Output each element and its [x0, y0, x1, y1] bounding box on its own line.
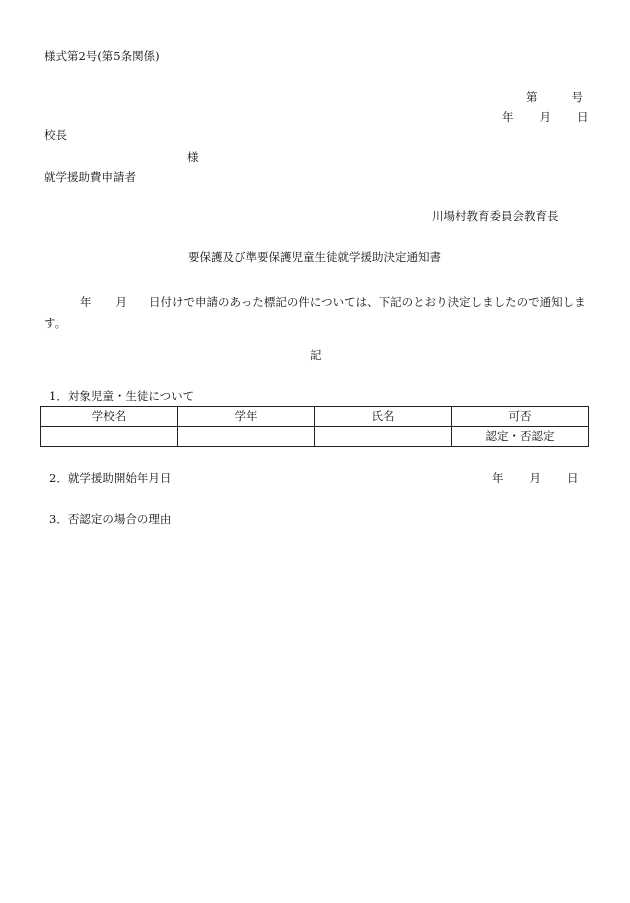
cell-school-name [41, 427, 178, 447]
document-number [526, 92, 583, 104]
date-year: 年 [502, 110, 514, 124]
number-suffix: 号 [571, 90, 583, 104]
table-header-row [41, 407, 589, 427]
cell-name [315, 427, 452, 447]
target-student-table [40, 406, 589, 447]
date-month: 月 [539, 110, 551, 124]
header-grade: 学年 [178, 407, 315, 427]
recipient-applicant: 就学援助費申請者 [44, 170, 136, 184]
section1-heading: 1．対象児童・生徒について [49, 389, 195, 403]
start-day: 日 [567, 471, 579, 485]
document-date [502, 112, 589, 124]
ki-heading: 記 [310, 348, 322, 362]
document-title: 要保護及び準要保護児童生徒就学援助決定通知書 [188, 250, 441, 264]
table-row [41, 427, 589, 447]
header-name: 氏名 [315, 407, 452, 427]
date-day: 日 [577, 110, 589, 124]
body-sentence: 日付けで申請のあった標記の件については、下記のとおり決定しましたので通知します。 [44, 295, 586, 330]
start-month: 月 [529, 471, 541, 485]
body-year: 年 [80, 295, 92, 309]
header-school-name: 学校名 [41, 407, 178, 427]
section3-heading: 3．否認定の場合の理由 [49, 512, 172, 526]
number-prefix: 第 [526, 90, 538, 104]
cell-grade [178, 427, 315, 447]
header-approval: 可否 [452, 407, 589, 427]
start-year: 年 [492, 471, 504, 485]
form-number: 様式第2号(第5条関係) [44, 49, 160, 63]
section2-heading: 2．就学援助開始年月日 [49, 471, 172, 485]
recipient-honorific: 様 [187, 150, 199, 164]
body-text [44, 292, 590, 334]
start-date [492, 473, 579, 485]
recipient-principal: 校長 [44, 128, 67, 142]
issuer: 川場村教育委員会教育長 [432, 209, 559, 223]
cell-approval: 認定・否認定 [452, 427, 589, 447]
body-month: 月 [115, 295, 127, 309]
